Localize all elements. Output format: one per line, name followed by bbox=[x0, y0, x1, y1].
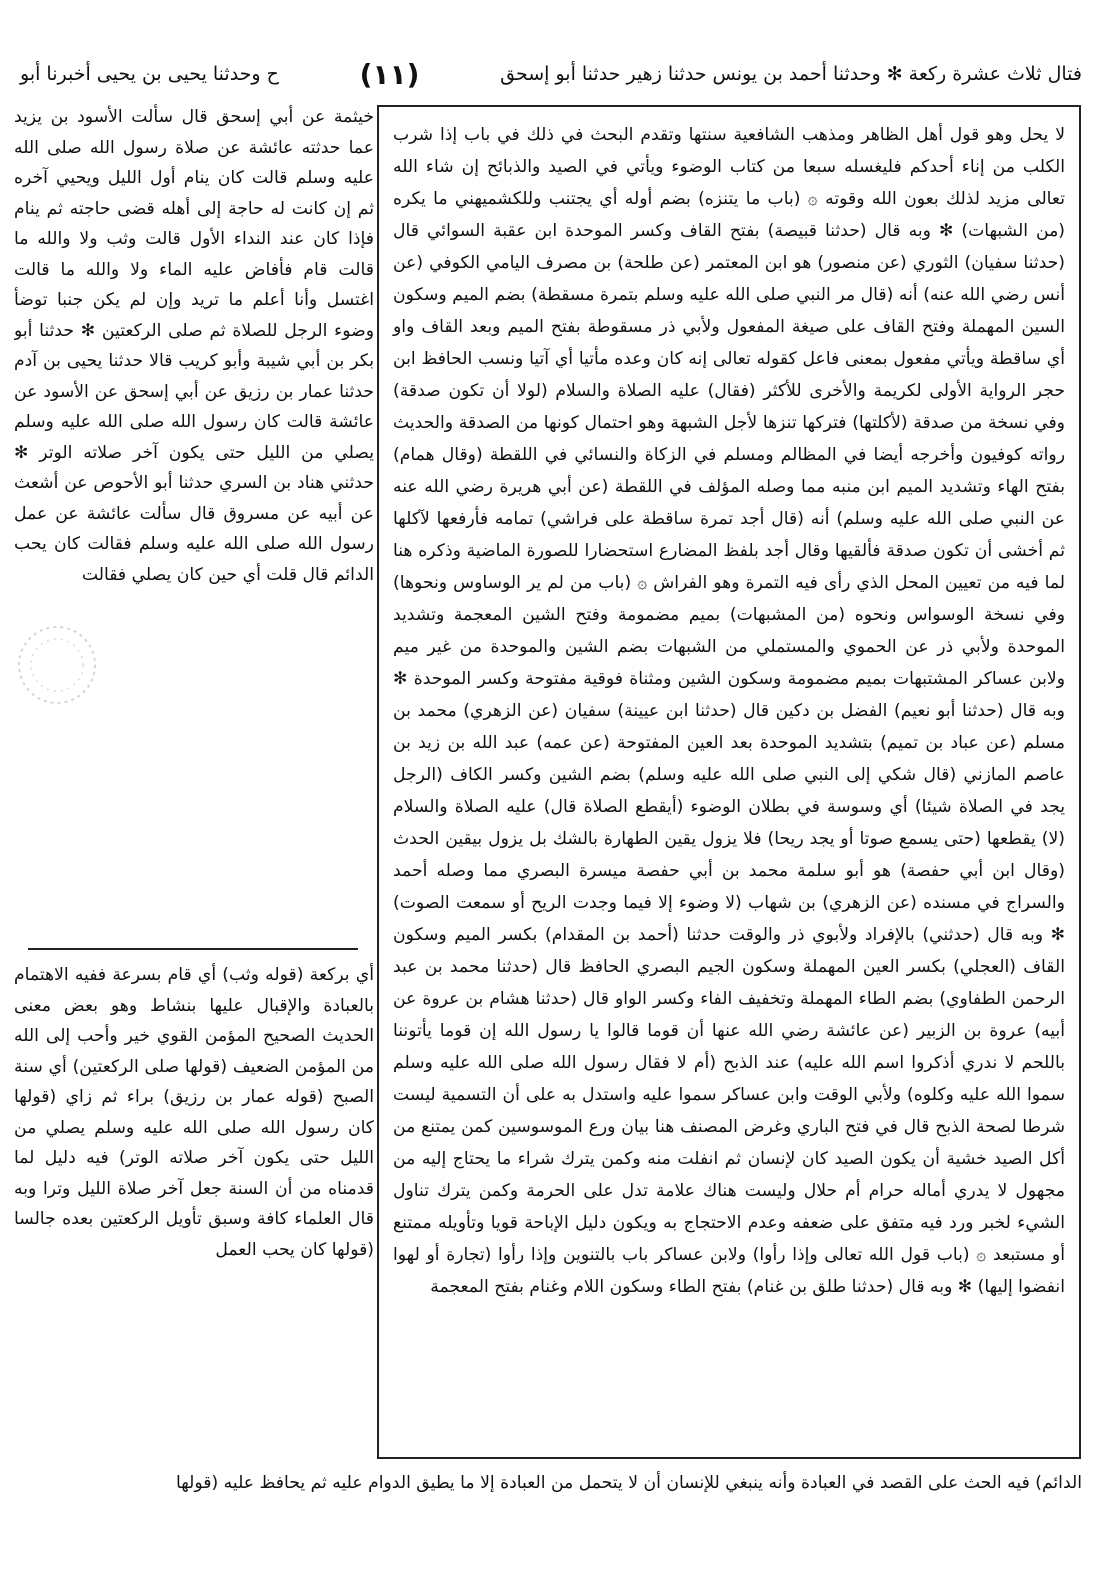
side-notes-column bbox=[14, 960, 374, 1460]
page-footer bbox=[20, 1468, 1082, 1524]
header-right-text: فتال ثلاث عشرة ركعة ✻ وحدثنا أحمد بن يونس حدثنا زهير حدثنا أبو إسحق bbox=[500, 63, 1082, 85]
side-notes-paragraph: أي بركعة (قوله وثب) أي قام بسرعة ففيه الاهتمام بالعبادة والإقبال عليها بنشاط وهو بعض معنى الحديث الصحيح المؤمن القوي خير وأحب إلى الله من المؤمن الضعيف (قولها صلى الركعتين) أي سنة الصبح (قوله عمار بن رزيق) براء ثم زاي (قولها كان رسول الله صلى الله عليه وسلم يصلي من الليل حتى يكون آخر صلاته الوتر) فيه دليل لما قدمناه من أن السنة جعل آخر صلاة الليل وترا وبه قال العلماء كافة وسبق تأويل الركعتين بعده جالسا (قولها كان يحب العمل bbox=[14, 965, 374, 1260]
page-number: (١١) bbox=[359, 57, 420, 91]
hadith-text-column bbox=[14, 102, 374, 940]
hadith-paragraph: خيثمة عن أبي إسحق قال سألت الأسود بن يزيد عما حدثته عائشة عن صلاة رسول الله صلى الله عليه وسلم قالت كان ينام أول الليل ويحيي آخره ثم إن كانت له حاجة إلى أهله قضى حاجته ثم ينام فإذا كان عند النداء الأول قالت وثب ولا والله ما قالت قام فأفاض عليه الماء ولا والله ما قالت اغتسل وأنا أعلم ما تريد وإن لم يكن جنبا توضأ وضوء الرجل للصلاة ثم صلى الركعتين ✻ حدثنا أبو بكر بن أبي شيبة وأبو كريب قالا حدثنا يحيى بن آدم حدثنا عمار بن رزيق عن أبي إسحق عن الأسود عن عائشة قالت كان رسول الله صلى الله عليه وسلم يصلي من الليل حتى يكون آخر صلاته الوتر ✻ حدثني هناد بن السري حدثنا أبو الأحوص عن أشعث عن أبيه عن مسروق قال سألت عائشة عن عمل رسول الله صلى الله عليه وسلم فقالت كان يحب الدائم قال قلت أي حين كان يصلي فقالت bbox=[14, 107, 374, 585]
faded-stamp-icon bbox=[2, 620, 112, 710]
header-left-text: ح وحدثنا يحيى بن يحيى أخبرنا أبو bbox=[20, 63, 279, 85]
footer-text: الدائم) فيه الحث على القصد في العبادة وأنه ينبغي للإنسان أن لا يتحمل من العبادة إلا ما يطيق الدوام عليه ثم يحافظ عليه (قولها bbox=[176, 1473, 1082, 1493]
page-header bbox=[20, 48, 1082, 100]
side-divider bbox=[28, 948, 358, 950]
commentary-paragraph: لا يحل وهو قول أهل الظاهر ومذهب الشافعية سنتها وتقدم البحث في ذلك في باب إذا شرب الكلب من إناء أحدكم فليغسله سبعا من كتاب الوضوء ويأتي في الصيد والذبائح إن شاء الله تعالى مزيد لذلك بعون الله وقوته ۞ (باب ما يتنزه) بضم أوله أي يجتنب وللكشميهني ما يكره (من الشبهات) ✻ وبه قال (حدثنا قبيصة) بفتح القاف وكسر الموحدة ابن عقبة السوائي قال (حدثنا سفيان) الثوري (عن منصور) هو ابن المعتمر (عن طلحة) بن مصرف اليامي الكوفي (عن أنس رضي الله عنه) أنه (قال مر النبي صلى الله عليه وسلم بتمرة مسقطة) بضم الميم وسكون السين المهملة وفتح القاف على صيغة المفعول ولأبي ذر مسقوطة بفتح الميم وبعد القاف واو أي ساقطة ويأتي مفعول بمعنى فاعل كقوله تعالى إنه كان وعده مأتيا أي آتيا ونسب الحافظ ابن حجر الرواية الأولى لكريمة والأخرى للأكثر (فقال) عليه الصلاة والسلام (لولا أن تكون صدقة) وفي نسخة من صدقة (لأكلتها) فتركها تنزها لأجل الشبهة وهو احتمال كونها من الصدقة والحديث رواته كوفيون وأخرجه أيضا في المظالم ومسلم في الزكاة والنسائي في اللقطة (وقال همام) بفتح الهاء وتشديد الميم ابن منبه مما وصله المؤلف في اللقطة (عن أبي هريرة رضي الله عنه عن النبي صلى الله عليه وسلم) أنه (قال أجد تمرة ساقطة على فراشي) تمامه فأرفعها لآكلها ثم أخشى أن تكون صدقة فألقيها وقال أجد بلفظ المضارع استحضارا للصورة الماضية وذكره هنا لما فيه من تعيين المحل الذي رأى فيه التمرة وهو الفراش ۞ (باب من لم ير الوساوس ونحوها) وفي نسخة الوسواس ونحوه (من المشبهات) بميم مضمومة وفتح الشين المعجمة وتشديد الموحدة ولأبي ذر عن الحموي والمستملي من الشبهات بضم الشين والموحدة من غير ميم ولابن عساكر المشتبهات بميم مضمومة وسكون الشين ومثناة فوقية مفتوحة وكسر الموحدة ✻ وبه قال (حدثنا أبو نعيم) الفضل بن دكين قال (حدثنا ابن عيينة) سفيان (عن الزهري) محمد بن مسلم (عن عباد بن تميم) بتشديد الموحدة بعد العين المفتوحة (عن عمه) عبد الله بن زيد بن عاصم المازني (قال شكي إلى النبي صلى الله عليه وسلم) بضم الشين وكسر الكاف (الرجل يجد في الصلاة شيئا) أي وسوسة في بطلان الوضوء (أيقطع الصلاة قال) عليه الصلاة والسلام (لا) يقطعها (حتى يسمع صوتا أو يجد ريحا) فلا يزول يقين الطهارة بالشك بل يزول بيقين الحدث (وقال ابن أبي حفصة) هو أبو سلمة محمد بن أبي حفصة ميسرة البصري مما وصله أحمد والسراج في مسنده (عن الزهري) بن شهاب (لا وضوء إلا فيما وجدت الريح أو سمعت الصوت) ✻ وبه قال (حدثني) بالإفراد ولأبوي ذر والوقت حدثنا (أحمد بن المقدام) بكسر الميم وسكون القاف (العجلي) بكسر العين المهملة وسكون الجيم البصري الحافظ قال (حدثنا محمد بن عبد الرحمن الطفاوي) بضم الطاء المهملة وتخفيف الفاء وكسر الواو قال (حدثنا هشام بن عروة عن أبيه) عروة بن الزبير (عن عائشة رضي الله عنها أن قوما قالوا يا رسول الله إن قوما يأتوننا باللحم لا ندري أذكروا اسم الله عليه) عند الذبح (أم لا فقال رسول الله صلى الله عليه وسلم سموا الله عليه وكلوه) ولأبي الوقت وابن عساكر سموا عليه واستدل به على أن التسمية ليست شرطا لصحة الذبح قال في فتح الباري وغرض المصنف هنا بيان ورع الموسوسين كمن يمتنع من أكل الصيد خشية أن يكون الصيد كان لإنسان ثم انفلت منه وكمن يترك شراء ما يحتاج إليه من مجهول لا يدري أماله حرام أم حلال وليست هناك علامة تدل على الحرمة وكمن يترك تناول الشيء لخبر ورد فيه متفق على ضعفه وعدم الاحتجاج به ويكون دليل الإباحة قويا وتأويله ممتنع أو مستبعد ۞ (باب قول الله تعالى وإذا رأوا) ولابن عساكر باب بالتنوين وإذا رأوا (تجارة أو لهوا انفضوا إليها) ✻ وبه قال (حدثنا طلق بن غنام) بفتح الطاء وسكون اللام وغنام بفتح المعجمة bbox=[393, 125, 1065, 1297]
commentary-text-box bbox=[377, 105, 1081, 1459]
